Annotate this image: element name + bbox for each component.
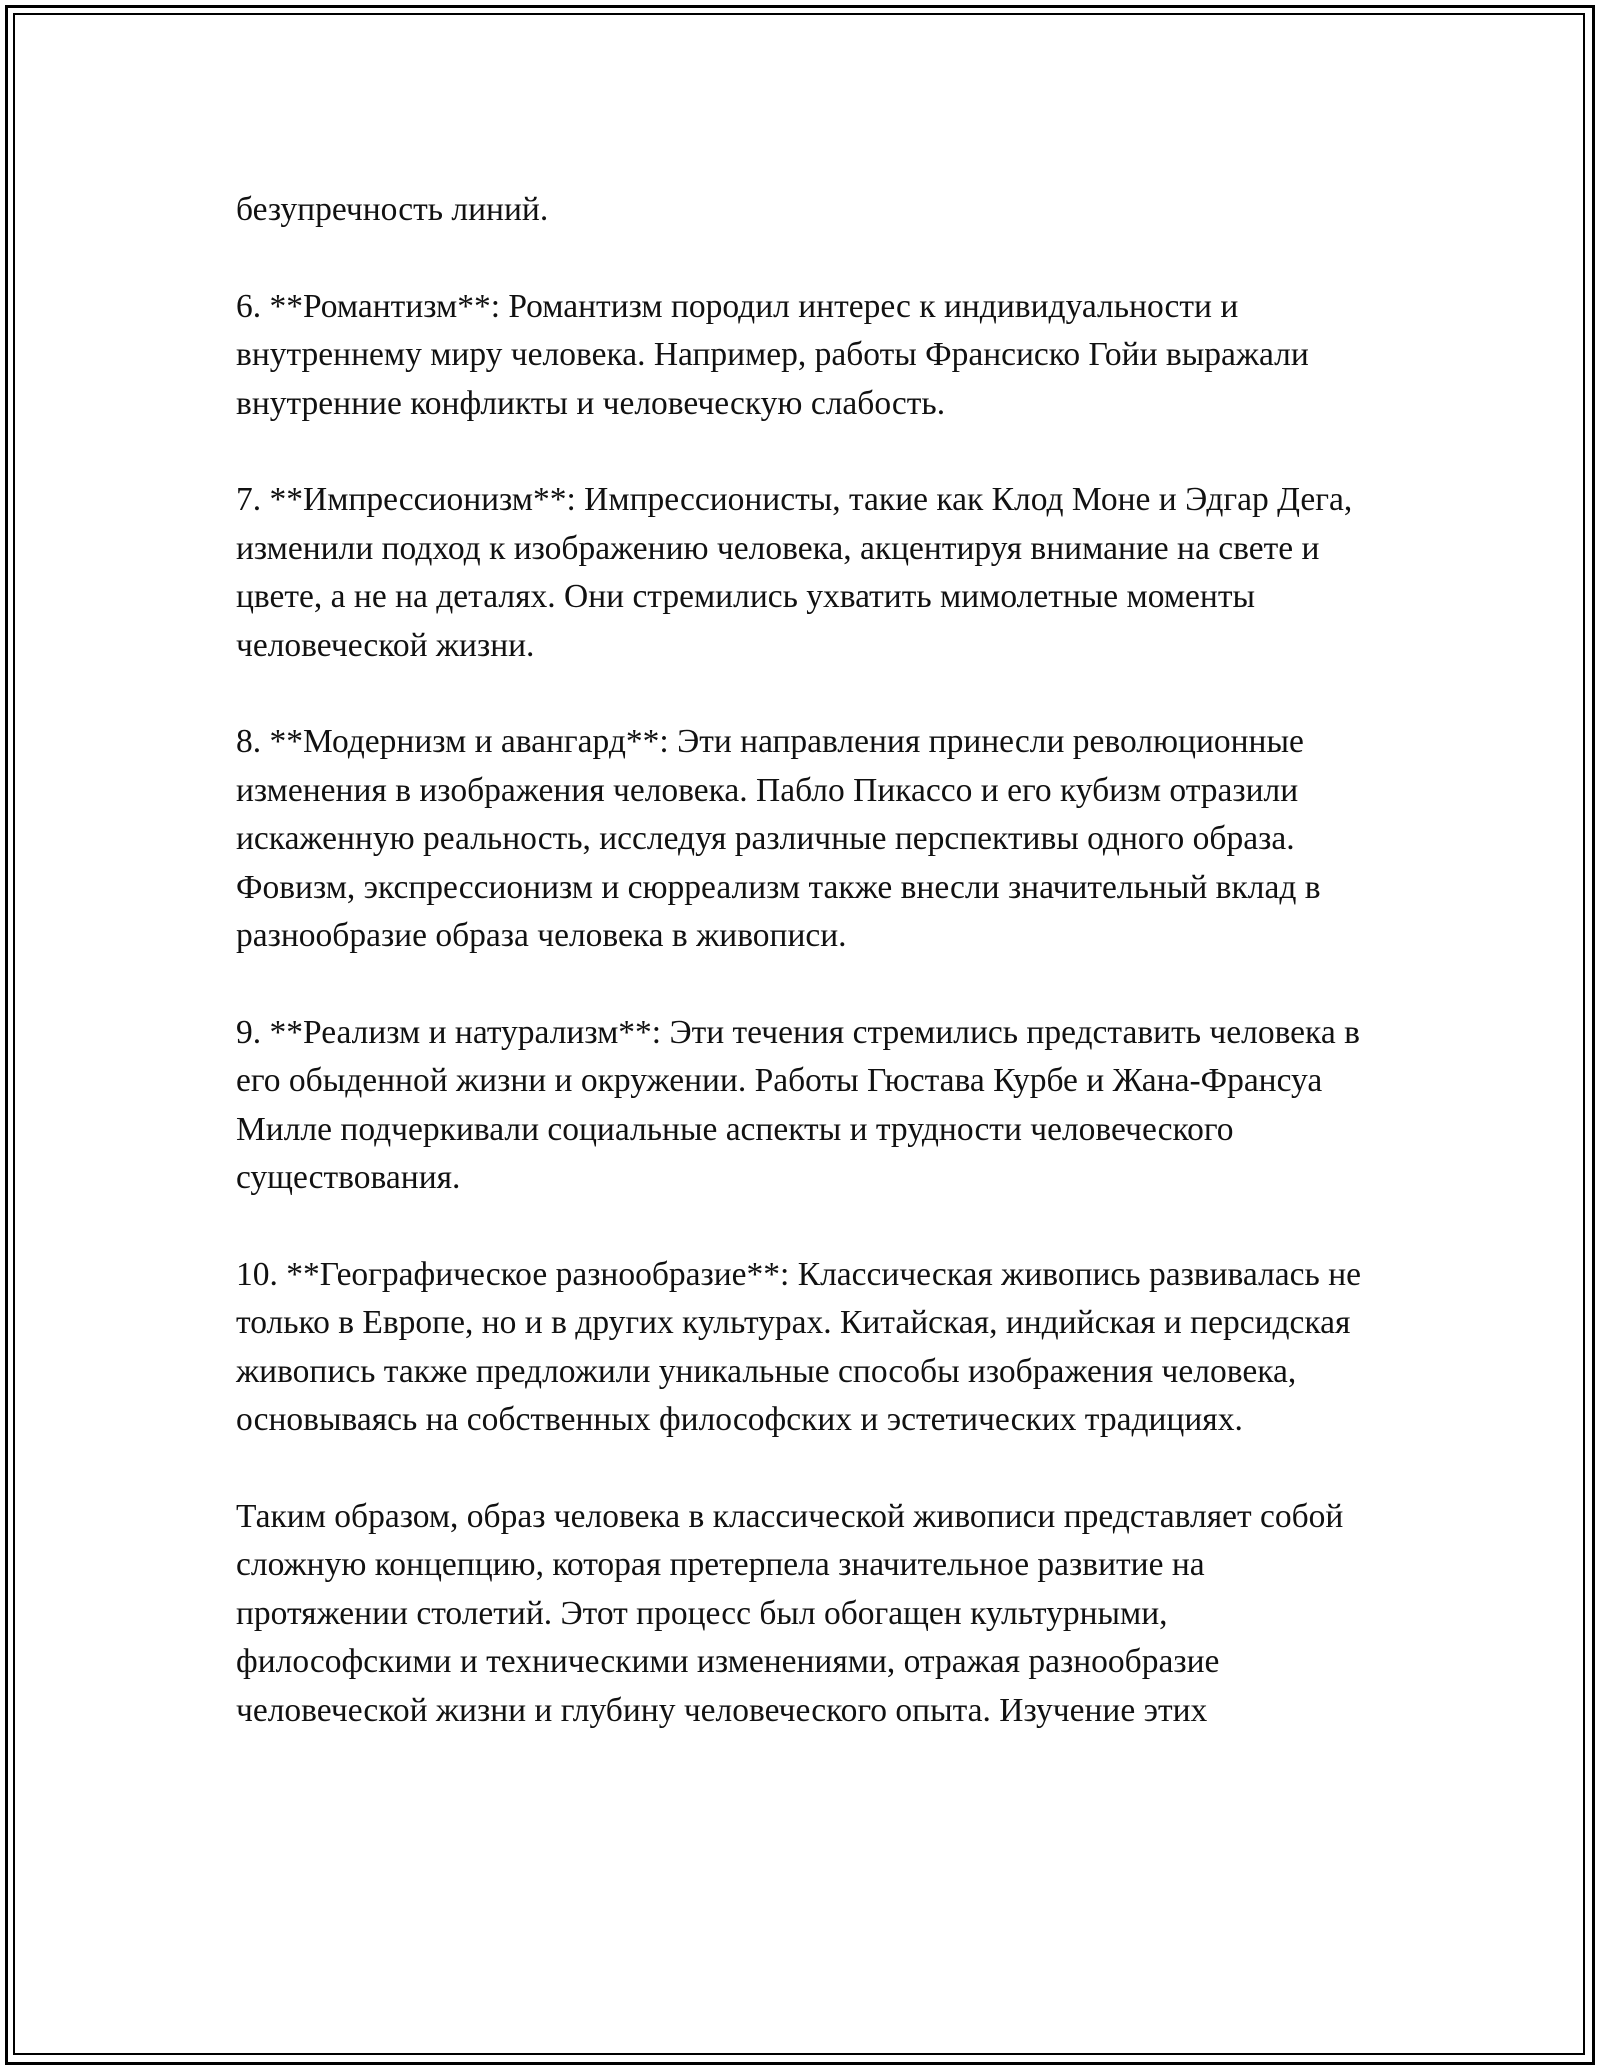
paragraph-realism: 9. **Реализм и натурализм**: Эти течения стремились представить человека в его обыденной жизни и окружении. Работы Гюстава Курбе и Жана-Франсуа Милле подчеркивали социальные аспекты и трудности человеческого существования.: [236, 1013, 1360, 1197]
paragraph-geographic-diversity: 10. **Географическое разнообразие**: Классическая живопись развивалась не только в Европе, но и в других культурах. Китайская, индийская и персидская живопись также предложили уникальные способы изображения человека, основываясь на собственных философских и эстетических традициях.: [236, 1255, 1361, 1439]
paragraph-romanticism: 6. **Романтизм**: Романтизм породил интерес к индивидуальности и внутреннему миру человека. Например, работы Франсиско Гойи выражали внутренние конфликты и человеческую слабость.: [236, 287, 1309, 422]
paragraph-continuation: безупречность линий.: [236, 191, 549, 228]
paragraph-conclusion: Таким образом, образ человека в классической живописи представляет собой сложную концепцию, которая претерпела значительное развитие на протяжении столетий. Этот процесс был обогащен культурными, философскими и техническими изменениями, отражая разнообразие человеческой жизни и глубину человеческого опыта. Изучение этих: [236, 1497, 1344, 1729]
paragraph-modernism: 8. **Модернизм и авангард**: Эти направления принесли революционные изменения в изображения человека. Пабло Пикассо и его кубизм отразили искаженную реальность, исследуя различные перспективы одного образа. Фовизм, экспрессионизм и сюрреализм также внесли значительный вклад в разнообразие образа человека в живописи.: [236, 723, 1321, 955]
document-body: [236, 186, 1376, 1735]
paragraph-impressionism: 7. **Импрессионизм**: Импрессионисты, такие как Клод Моне и Эдгар Дега, изменили подход к изображению человека, акцентируя внимание на свете и цвете, а не на деталях. Они стремились ухватить мимолетные моменты человеческой жизни.: [236, 481, 1353, 664]
